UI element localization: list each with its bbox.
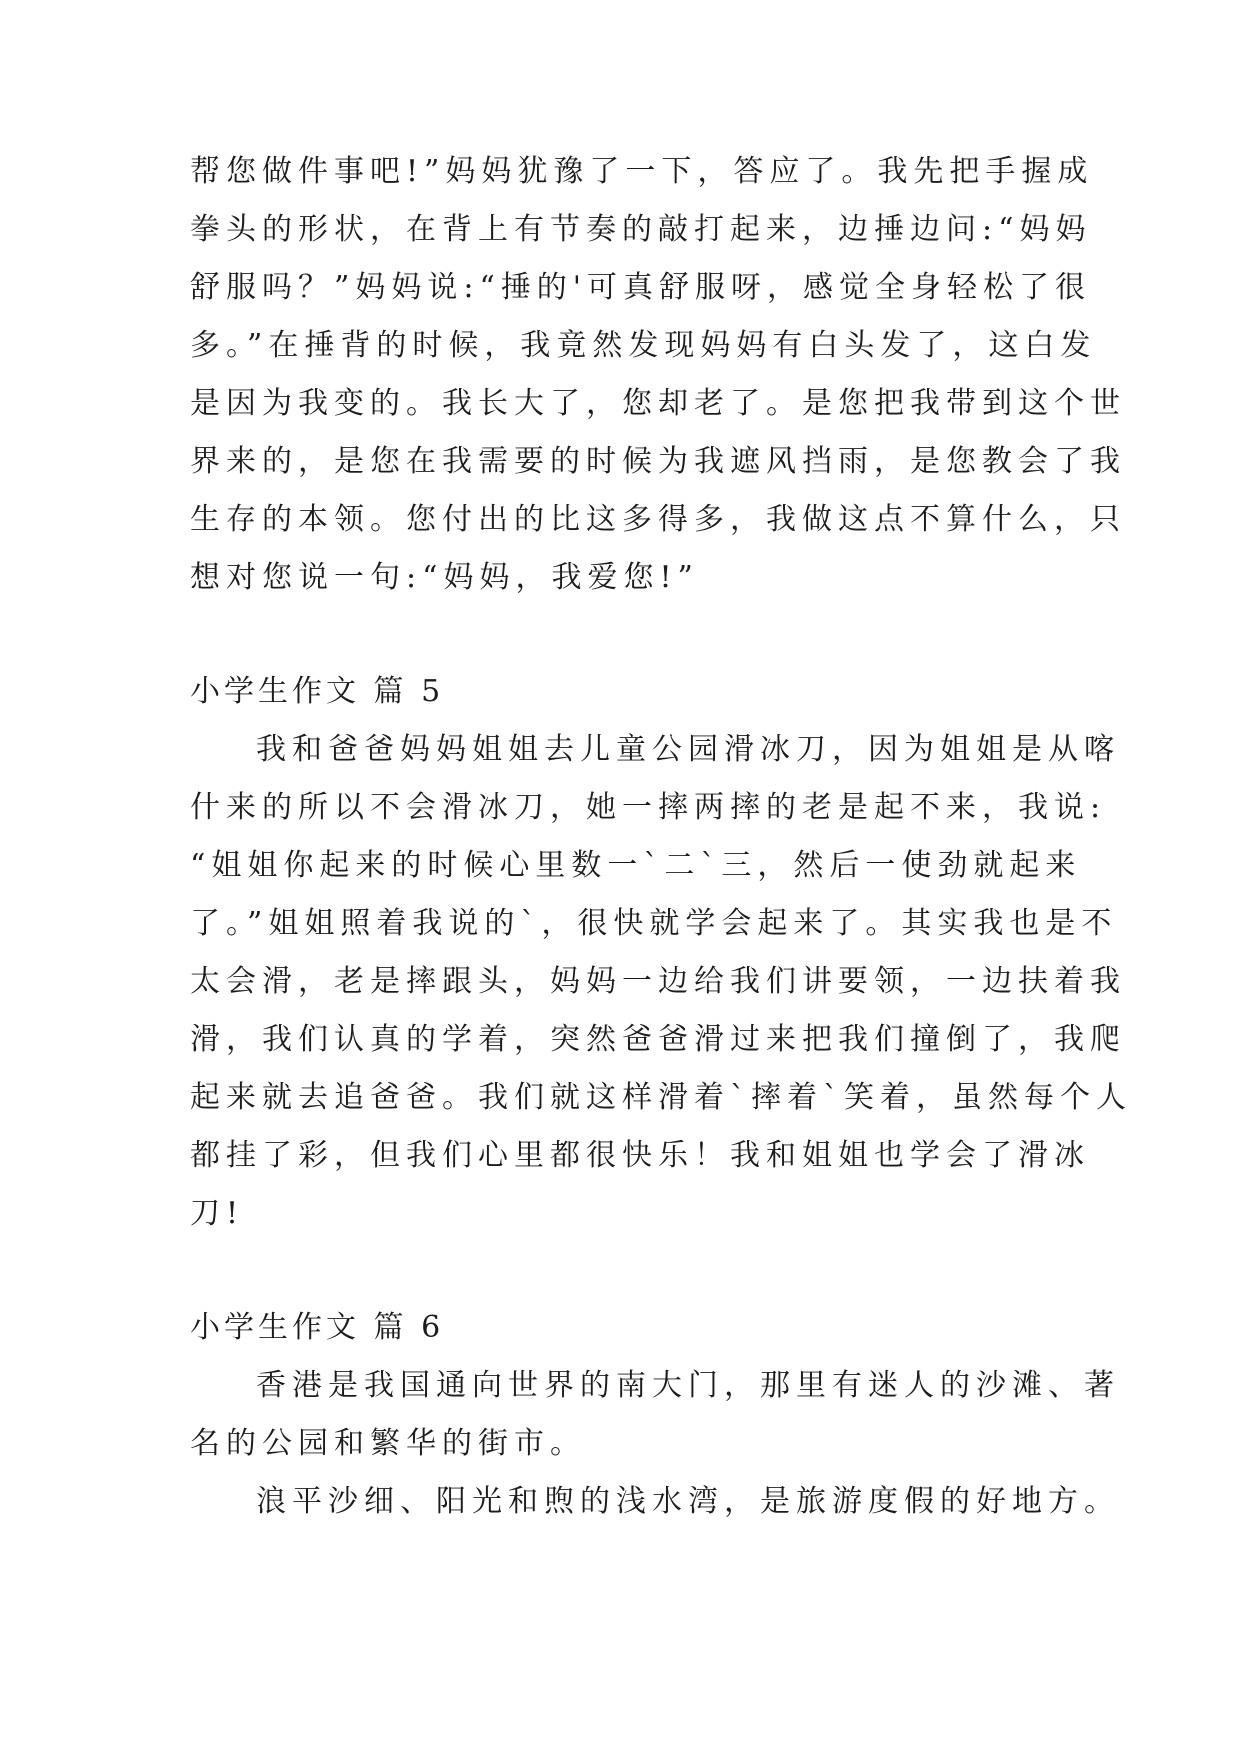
paragraph-line: 太会滑，老是摔跟头，妈妈一边给我们讲要领，一边扶着我	[190, 964, 1126, 999]
paragraph-line: 起来就去追爸爸。我们就这样滑着`摔着`笑着，虽然每个人	[190, 1080, 1132, 1115]
paragraph-line: 生存的本领。您付出的比这多得多，我做这点不算什么，只	[190, 502, 1126, 537]
paragraph-line: 我和爸爸妈妈姐姐去儿童公园滑冰刀，因为姐姐是从喀	[256, 732, 1120, 767]
paragraph-line: 刀!	[190, 1196, 245, 1231]
paragraph-line: 舒服吗？”妈妈说:“捶的'可真舒服呀，感觉全身轻松了很	[190, 270, 1092, 305]
paragraph-line: 界来的，是您在我需要的时候为我遮风挡雨，是您教会了我	[190, 444, 1126, 479]
paragraph-line: 什来的所以不会滑冰刀，她一摔两摔的老是起不来，我说:	[190, 790, 1107, 825]
paragraph-line: 是因为我变的。我长大了，您却老了。是您把我带到这个世	[190, 386, 1126, 421]
paragraph-line: 了。”姐姐照着我说的`，很快就学会起来了。其实我也是不	[190, 906, 1118, 941]
paragraph-line: 浪平沙细、阳光和煦的浅水湾，是旅游度假的好地方。	[256, 1484, 1120, 1519]
section-heading-6: 小学生作文 篇 6	[190, 1310, 445, 1345]
paragraph-line: 多。”在捶背的时候，我竟然发现妈妈有白头发了，这白发	[190, 328, 1097, 363]
paragraph-line: 都挂了彩，但我们心里都很快乐！我和姐姐也学会了滑冰	[190, 1138, 1090, 1173]
paragraph-line: 想对您说一句:“妈妈，我爱您!”	[190, 560, 699, 595]
paragraph-line: 滑，我们认真的学着，突然爸爸滑过来把我们撞倒了，我爬	[190, 1022, 1126, 1057]
paragraph-line: 名的公园和繁华的街市。	[190, 1426, 586, 1461]
paragraph-line: “姐姐你起来的时候心里数一`二`三，然后一使劲就起来	[190, 848, 1082, 883]
section-heading-5: 小学生作文 篇 5	[190, 674, 445, 709]
paragraph-line: 帮您做件事吧!”妈妈犹豫了一下，答应了。我先把手握成	[190, 154, 1094, 189]
paragraph-line: 拳头的形状，在背上有节奏的敲打起来，边捶边问:“妈妈	[190, 212, 1092, 247]
paragraph-line: 香港是我国通向世界的南大门，那里有迷人的沙滩、著	[256, 1368, 1120, 1403]
